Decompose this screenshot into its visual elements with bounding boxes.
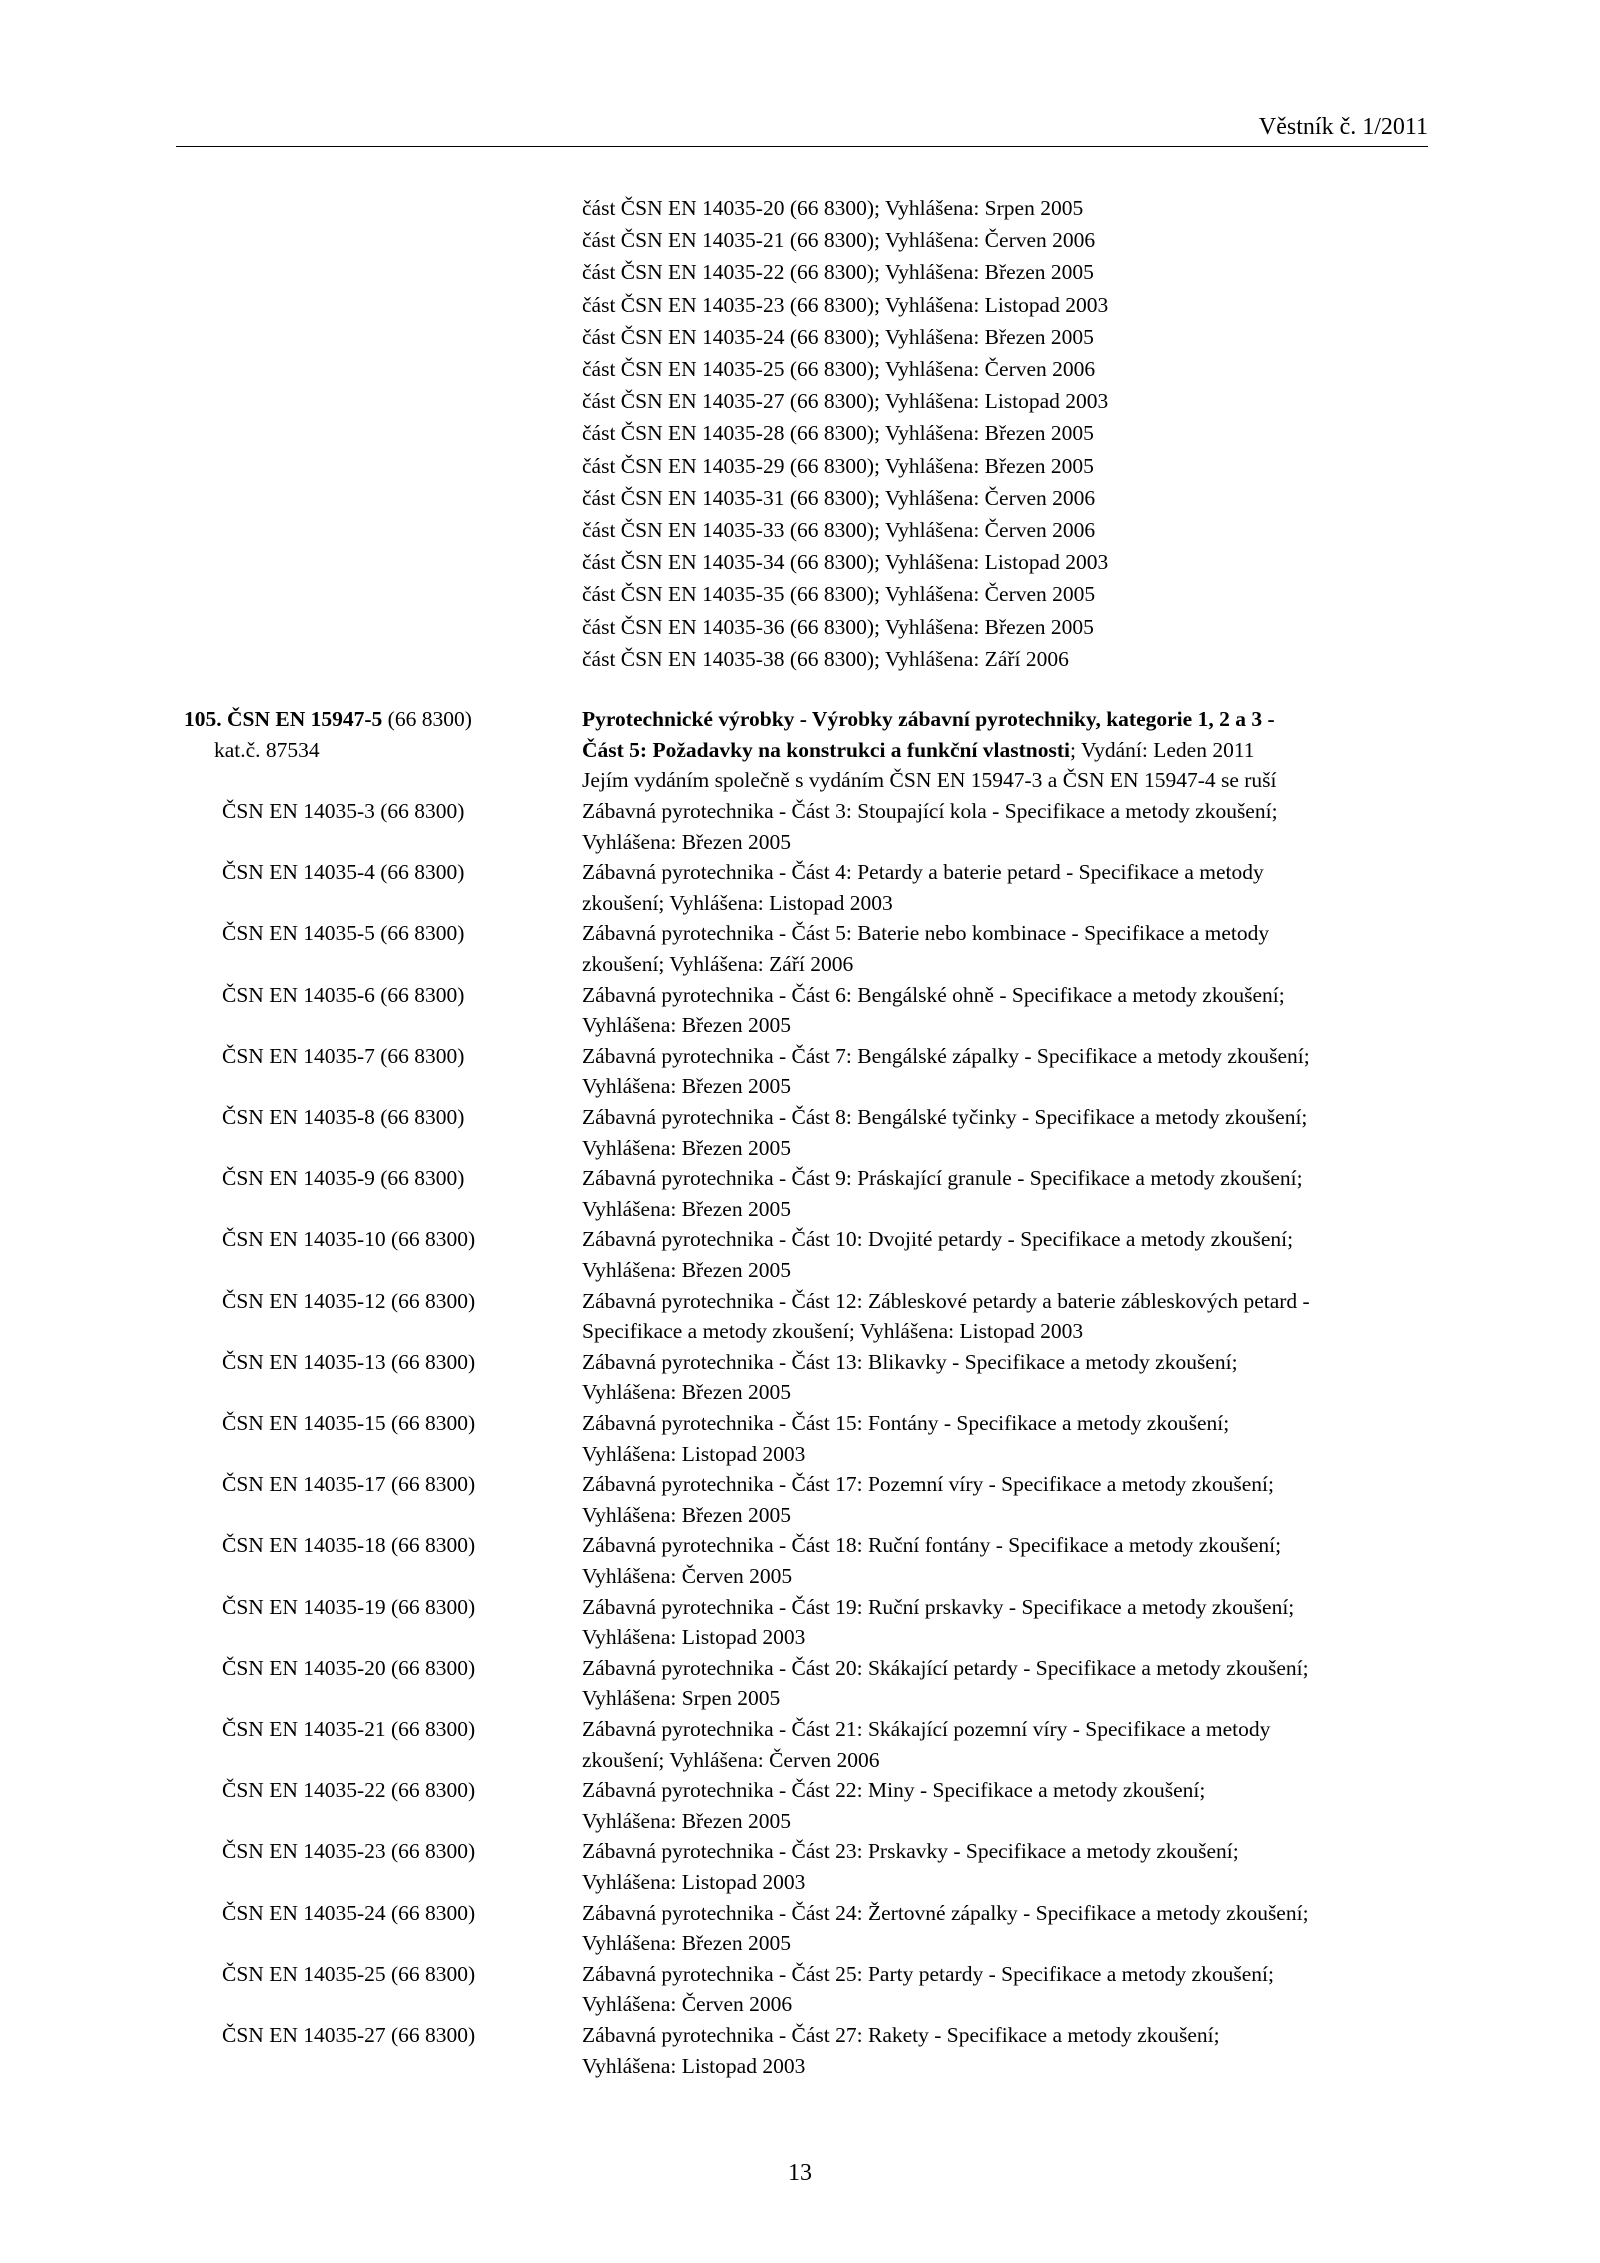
row-description (582, 1408, 1428, 1469)
row-standard: ČSN EN 14035-7 (66 8300) (222, 1043, 465, 1068)
row-description-line: Zábavná pyrotechnika - Část 4: Petardy a baterie petard - Specifikace a metody (582, 860, 1264, 885)
row-description-line: Zábavná pyrotechnika - Část 20: Skákající petardy - Specifikace a metody zkoušení; (582, 1655, 1309, 1680)
row-standard: ČSN EN 14035-5 (66 8300) (222, 921, 465, 946)
row-description (582, 1041, 1428, 1102)
row-standard: ČSN EN 14035-24 (66 8300) (222, 1900, 476, 1925)
table-row (176, 1836, 1428, 1897)
row-description (582, 1898, 1428, 1959)
row-description (582, 918, 1428, 979)
row-description (582, 2020, 1428, 2081)
row-standard: ČSN EN 14035-22 (66 8300) (222, 1778, 476, 1803)
row-description (582, 1347, 1428, 1408)
row-standard: ČSN EN 14035-3 (66 8300) (222, 799, 465, 823)
row-description (582, 980, 1428, 1041)
list-item: část ČSN EN 14035-36 (66 8300); Vyhlášena: Březen 2005 (582, 614, 1094, 639)
table-row (176, 796, 1428, 857)
row-standard: ČSN EN 14035-10 (66 8300) (222, 1227, 476, 1252)
row-description-line: Vyhlášena: Březen 2005 (582, 1013, 791, 1038)
table-row (176, 1102, 1428, 1163)
list-item: část ČSN EN 14035-28 (66 8300); Vyhlášena: Březen 2005 (582, 421, 1094, 446)
list-item: část ČSN EN 14035-27 (66 8300); Vyhlášena: Listopad 2003 (582, 389, 1109, 414)
table-row (176, 1653, 1428, 1714)
row-description (582, 1224, 1428, 1285)
row-description (582, 1163, 1428, 1224)
row-description-line: Vyhlášena: Březen 2005 (582, 1135, 791, 1160)
row-description-line: Zábavná pyrotechnika - Část 25: Party petardy - Specifikace a metody zkoušení; (582, 1961, 1274, 1986)
journal-title: Věstník č. 1/2011 (1258, 114, 1428, 140)
entry-standard: ČSN EN 15947-5 (227, 707, 383, 731)
row-description-line: Vyhlášena: Červen 2005 (582, 1563, 793, 1588)
row-description-line: Vyhlášena: Březen 2005 (582, 1380, 791, 1405)
list-item: část ČSN EN 14035-24 (66 8300); Vyhlášena: Březen 2005 (582, 324, 1094, 349)
page-header (176, 112, 1428, 147)
table-row (176, 1775, 1428, 1836)
list-item: část ČSN EN 14035-20 (66 8300); Vyhlášena: Srpen 2005 (582, 196, 1084, 220)
row-standard: ČSN EN 14035-8 (66 8300) (222, 1105, 465, 1129)
row-standard: ČSN EN 14035-25 (66 8300) (222, 1961, 476, 1986)
row-standard: ČSN EN 14035-4 (66 8300) (222, 860, 465, 885)
row-description-line: Vyhlášena: Březen 2005 (582, 1074, 791, 1099)
row-description-line: Zábavná pyrotechnika - Část 5: Baterie nebo kombinace - Specifikace a metody (582, 921, 1270, 946)
row-description-line: Zábavná pyrotechnika - Část 9: Práskající granule - Specifikace a metody zkoušení; (582, 1166, 1303, 1191)
row-standard: ČSN EN 14035-23 (66 8300) (222, 1839, 476, 1864)
entry-number: 105. (184, 707, 222, 731)
row-standard: ČSN EN 14035-18 (66 8300) (222, 1533, 476, 1558)
row-description-line: Zábavná pyrotechnika - Část 12: Zábleskové petardy a baterie zábleskových petard - (582, 1288, 1310, 1313)
page-number: 13 (788, 2160, 812, 2186)
row-description-line: Zábavná pyrotechnika - Část 22: Miny - Specifikace a metody zkoušení; (582, 1778, 1206, 1803)
row-description (582, 1530, 1428, 1591)
continued-parts-list (582, 192, 1108, 675)
row-description-line: Zábavná pyrotechnika - Část 7: Bengálské zápalky - Specifikace a metody zkoušení; (582, 1043, 1310, 1068)
row-description-line: Vyhlášena: Březen 2005 (582, 1196, 791, 1221)
row-description-line: Zábavná pyrotechnika - Část 8: Bengálské tyčinky - Specifikace a metody zkoušení; (582, 1105, 1308, 1129)
row-description-line: zkoušení; Vyhlášena: Červen 2006 (582, 1747, 880, 1772)
row-description-line: Vyhlášena: Listopad 2003 (582, 1441, 806, 1466)
list-item: část ČSN EN 14035-29 (66 8300); Vyhlášena: Březen 2005 (582, 453, 1094, 478)
replaces-note: Jejím vydáním společně s vydáním ČSN EN 15947-3 a ČSN EN 15947-4 se ruší (582, 768, 1277, 793)
row-description-line: Zábavná pyrotechnika - Část 13: Blikavky - Specifikace a metody zkoušení; (582, 1349, 1238, 1374)
row-description (582, 1775, 1428, 1836)
row-standard: ČSN EN 14035-15 (66 8300) (222, 1411, 476, 1435)
row-description (582, 1653, 1428, 1714)
row-standard: ČSN EN 14035-17 (66 8300) (222, 1472, 476, 1497)
table-row (176, 1408, 1428, 1469)
table-row (176, 1898, 1428, 1959)
row-standard: ČSN EN 14035-27 (66 8300) (222, 2023, 476, 2047)
row-description-line: Vyhlášena: Srpen 2005 (582, 1686, 781, 1711)
row-description-line: Vyhlášena: Březen 2005 (582, 1931, 791, 1956)
entry-issue: ; Vydání: Leden 2011 (1070, 737, 1255, 762)
row-description (582, 857, 1428, 918)
table-row (176, 1959, 1428, 2020)
row-description-line: Zábavná pyrotechnika - Část 3: Stoupající kola - Specifikace a metody zkoušení; (582, 799, 1278, 823)
row-standard: ČSN EN 14035-9 (66 8300) (222, 1166, 465, 1191)
list-item: část ČSN EN 14035-38 (66 8300); Vyhlášena: Září 2006 (582, 646, 1069, 671)
entry-code: (66 8300) (382, 707, 472, 731)
row-description-line: Vyhlášena: Březen 2005 (582, 1257, 791, 1282)
row-description (582, 796, 1428, 857)
row-standard: ČSN EN 14035-21 (66 8300) (222, 1717, 476, 1741)
list-item: část ČSN EN 14035-35 (66 8300); Vyhlášena: Červen 2005 (582, 582, 1096, 607)
table-row (176, 1163, 1428, 1224)
row-description (582, 1102, 1428, 1163)
entry-identifier (184, 704, 472, 735)
table-row (176, 1714, 1428, 1775)
row-standard: ČSN EN 14035-20 (66 8300) (222, 1655, 476, 1680)
row-description-line: Zábavná pyrotechnika - Část 6: Bengálské ohně - Specifikace a metody zkoušení; (582, 982, 1285, 1007)
table-row (176, 1224, 1428, 1285)
row-description-line: Zábavná pyrotechnika - Část 18: Ruční fontány - Specifikace a metody zkoušení; (582, 1533, 1282, 1558)
table-row (176, 980, 1428, 1041)
row-description-line: Vyhlášena: Březen 2005 (582, 829, 791, 854)
row-description (582, 1469, 1428, 1530)
table-row (176, 1286, 1428, 1347)
row-description-line: zkoušení; Vyhlášena: Listopad 2003 (582, 890, 893, 915)
row-description-line: Specifikace a metody zkoušení; Vyhlášena: Listopad 2003 (582, 1319, 1084, 1344)
row-description-line: Vyhlášena: Březen 2005 (582, 1808, 791, 1833)
list-item: část ČSN EN 14035-25 (66 8300); Vyhlášena: Červen 2006 (582, 357, 1096, 382)
list-item: část ČSN EN 14035-23 (66 8300); Vyhlášena: Listopad 2003 (582, 292, 1109, 317)
catalog-number: kat.č. 87534 (214, 737, 320, 762)
row-description-line: Zábavná pyrotechnika - Část 23: Prskavky - Specifikace a metody zkoušení; (582, 1839, 1239, 1864)
row-description-line: Zábavná pyrotechnika - Část 27: Rakety - Specifikace a metody zkoušení; (582, 2023, 1220, 2047)
row-description-line: Zábavná pyrotechnika - Část 19: Ruční prskavky - Specifikace a metody zkoušení; (582, 1594, 1295, 1619)
row-standard: ČSN EN 14035-12 (66 8300) (222, 1288, 476, 1313)
table-row (176, 1469, 1428, 1530)
row-description-line: zkoušení; Vyhlášena: Září 2006 (582, 951, 854, 976)
row-description (582, 1836, 1428, 1897)
table-row (176, 1592, 1428, 1653)
table-row (176, 857, 1428, 918)
row-description-line: Vyhlášena: Březen 2005 (582, 1502, 791, 1527)
list-item: část ČSN EN 14035-21 (66 8300); Vyhlášena: Červen 2006 (582, 228, 1096, 253)
entry-title-block (582, 704, 1422, 796)
row-description-line: Zábavná pyrotechnika - Část 21: Skákající pozemní víry - Specifikace a metody (582, 1717, 1271, 1741)
table-row (176, 2020, 1428, 2081)
row-description-line: Zábavná pyrotechnika - Část 15: Fontány - Specifikace a metody zkoušení; (582, 1411, 1230, 1435)
row-standard: ČSN EN 14035-13 (66 8300) (222, 1349, 476, 1374)
row-description-line: Vyhlášena: Červen 2006 (582, 1992, 793, 2017)
list-item: část ČSN EN 14035-33 (66 8300); Vyhlášena: Červen 2006 (582, 518, 1096, 543)
row-description (582, 1286, 1428, 1347)
row-description (582, 1714, 1428, 1775)
table-row (176, 1347, 1428, 1408)
table-row (176, 1530, 1428, 1591)
list-item: část ČSN EN 14035-22 (66 8300); Vyhlášena: Březen 2005 (582, 260, 1094, 285)
table-row (176, 1041, 1428, 1102)
row-description (582, 1592, 1428, 1653)
entry-subtitle: Část 5: Požadavky na konstrukci a funkční vlastnosti (582, 737, 1071, 762)
list-item: část ČSN EN 14035-31 (66 8300); Vyhlášena: Červen 2006 (582, 485, 1096, 510)
row-description-line: Vyhlášena: Listopad 2003 (582, 1625, 806, 1650)
row-description-line: Vyhlášena: Listopad 2003 (582, 2053, 806, 2078)
row-description-line: Zábavná pyrotechnika - Část 17: Pozemní víry - Specifikace a metody zkoušení; (582, 1472, 1274, 1497)
row-standard: ČSN EN 14035-6 (66 8300) (222, 982, 465, 1007)
row-standard: ČSN EN 14035-19 (66 8300) (222, 1594, 476, 1619)
list-item: část ČSN EN 14035-34 (66 8300); Vyhlášena: Listopad 2003 (582, 550, 1109, 575)
row-description (582, 1959, 1428, 2020)
entry-title: Pyrotechnické výrobky - Výrobky zábavní pyrotechniky, kategorie 1, 2 a 3 - (582, 707, 1275, 731)
row-description-line: Zábavná pyrotechnika - Část 10: Dvojité petardy - Specifikace a metody zkoušení; (582, 1227, 1294, 1252)
table-row (176, 918, 1428, 979)
row-description-line: Vyhlášena: Listopad 2003 (582, 1869, 806, 1894)
row-description-line: Zábavná pyrotechnika - Část 24: Žertovné zápalky - Specifikace a metody zkoušení; (582, 1900, 1309, 1925)
